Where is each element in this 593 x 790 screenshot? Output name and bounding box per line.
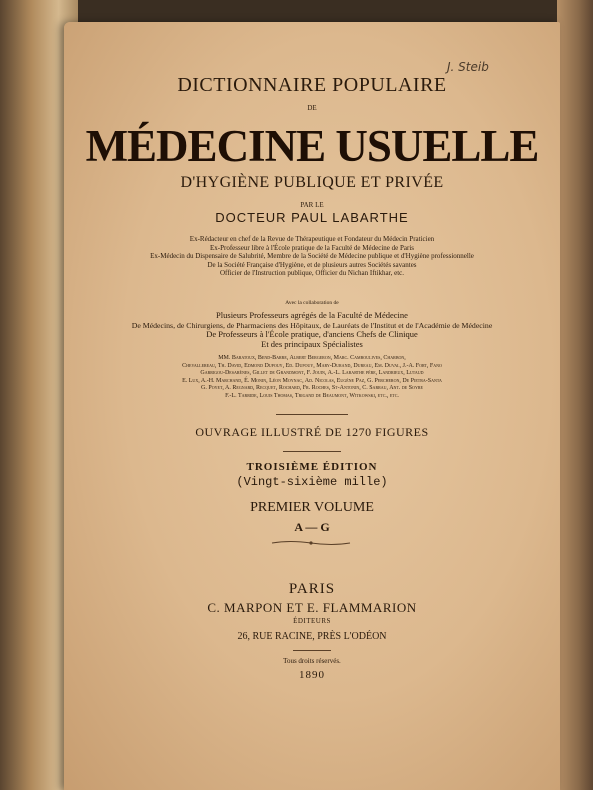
rights-notice: Tous droits réservés. xyxy=(283,657,341,665)
credential-line: Ex-Rédacteur en chef de la Revue de Thérapeutique et Fondateur du Médecin Praticien xyxy=(189,235,435,243)
print-run: (Vingt-sixième mille) xyxy=(236,475,388,489)
collaboration-intro: Avec la collaboration de xyxy=(285,300,339,306)
collaborator-line: De Professeurs à l'École pratique, d'anciens Chefs de Clinique xyxy=(206,329,418,339)
collaborator-line: De Médecins, de Chirurgiens, de Pharmaciens des Hôpitaux, de Lauréats de l'Institut et de l'Académie de Médecine xyxy=(131,320,493,330)
publisher-role: ÉDITEURS xyxy=(293,617,331,625)
divider-rule xyxy=(283,451,341,452)
names-line: Chevallereau, Th. David, Edmond Dupouy, Ed. Dupouy, Mary-Durand, Dureau, Em. Duval, J.-A. Fort, Fano xyxy=(182,362,442,369)
illustration-note: OUVRAGE ILLUSTRÉ DE 1270 FIGURES xyxy=(195,425,429,439)
city: PARIS xyxy=(288,581,336,597)
edition: TROISIÈME ÉDITION xyxy=(246,461,378,473)
credential-line: Ex-Médecin du Dispensaire de Salubrité, Membre de la Société de Médecine publique et d'Hygiène professionnelle xyxy=(150,252,474,260)
credential-line: De la Société Française d'Hygiène, et de plusieurs autres Sociétés savantes xyxy=(207,260,417,269)
divider-rule xyxy=(276,414,348,415)
collaborator-line: Plusieurs Professeurs agrégés de la Faculté de Médecine xyxy=(216,310,408,320)
names-line: E. Lux, A.-H. Marchand, É. Monin, Léon Moynac, Ad. Nicolas, Eugène Paz, G. Percheron, De Pietra-Santa xyxy=(182,377,442,384)
credential-line: Ex-Professeur libre à l'École pratique de la Faculté de Médecine de Paris xyxy=(210,243,414,252)
publisher: C. MARPON ET E. FLAMMARION xyxy=(207,600,417,615)
author-credentials xyxy=(64,235,560,278)
divider-rule xyxy=(293,650,331,651)
ornament-divider xyxy=(270,539,352,547)
names-line: MM. Baratoux, Bend-Barre, Albert Bergeron, Marc. Camboulives, Charbon, xyxy=(218,355,406,361)
collaborators-block xyxy=(64,311,560,349)
names-line: F.-L. Tarride, Louis Thomas, Trigand de Beaumont, Witkowski, etc., etc. xyxy=(225,392,399,399)
names-line: Garrigou-Desarènes, Gillet de Grandmont, F. Jouin, A.-L. Labarthe père, Landrieux, Lutaud xyxy=(200,370,424,377)
author-name: DOCTEUR PAUL LABARTHE xyxy=(215,210,409,225)
title-line1: DICTIONNAIRE POPULAIRE xyxy=(177,74,447,96)
names-line: G. Poyet, A. Regnard, Recquet, Rochard, Fr. Roches, St-Antonin, C. Sarrau, Ant. de Soyre xyxy=(201,385,423,392)
publisher-address: 26, RUE RACINE, PRÈS L'ODÉON xyxy=(237,631,387,642)
credential-line: Officier de l'Instruction publique, Officier du Nichan Iftikhar, etc. xyxy=(219,269,405,277)
letter-range: A — G xyxy=(294,520,330,534)
contributor-names xyxy=(64,355,560,401)
par-le: PAR LE xyxy=(300,201,324,209)
collaborator-line: Et des principaux Spécialistes xyxy=(261,338,363,349)
title-de: DE xyxy=(307,104,317,112)
subtitle: D'HYGIÈNE PUBLIQUE ET PRIVÉE xyxy=(180,174,444,191)
volume: PREMIER VOLUME xyxy=(250,500,374,515)
publication-year: 1890 xyxy=(299,669,325,681)
handwritten-signature: J. Steib xyxy=(447,60,489,74)
book-page-edge xyxy=(557,0,593,790)
main-title: MÉDECINE USUELLE xyxy=(85,121,539,171)
